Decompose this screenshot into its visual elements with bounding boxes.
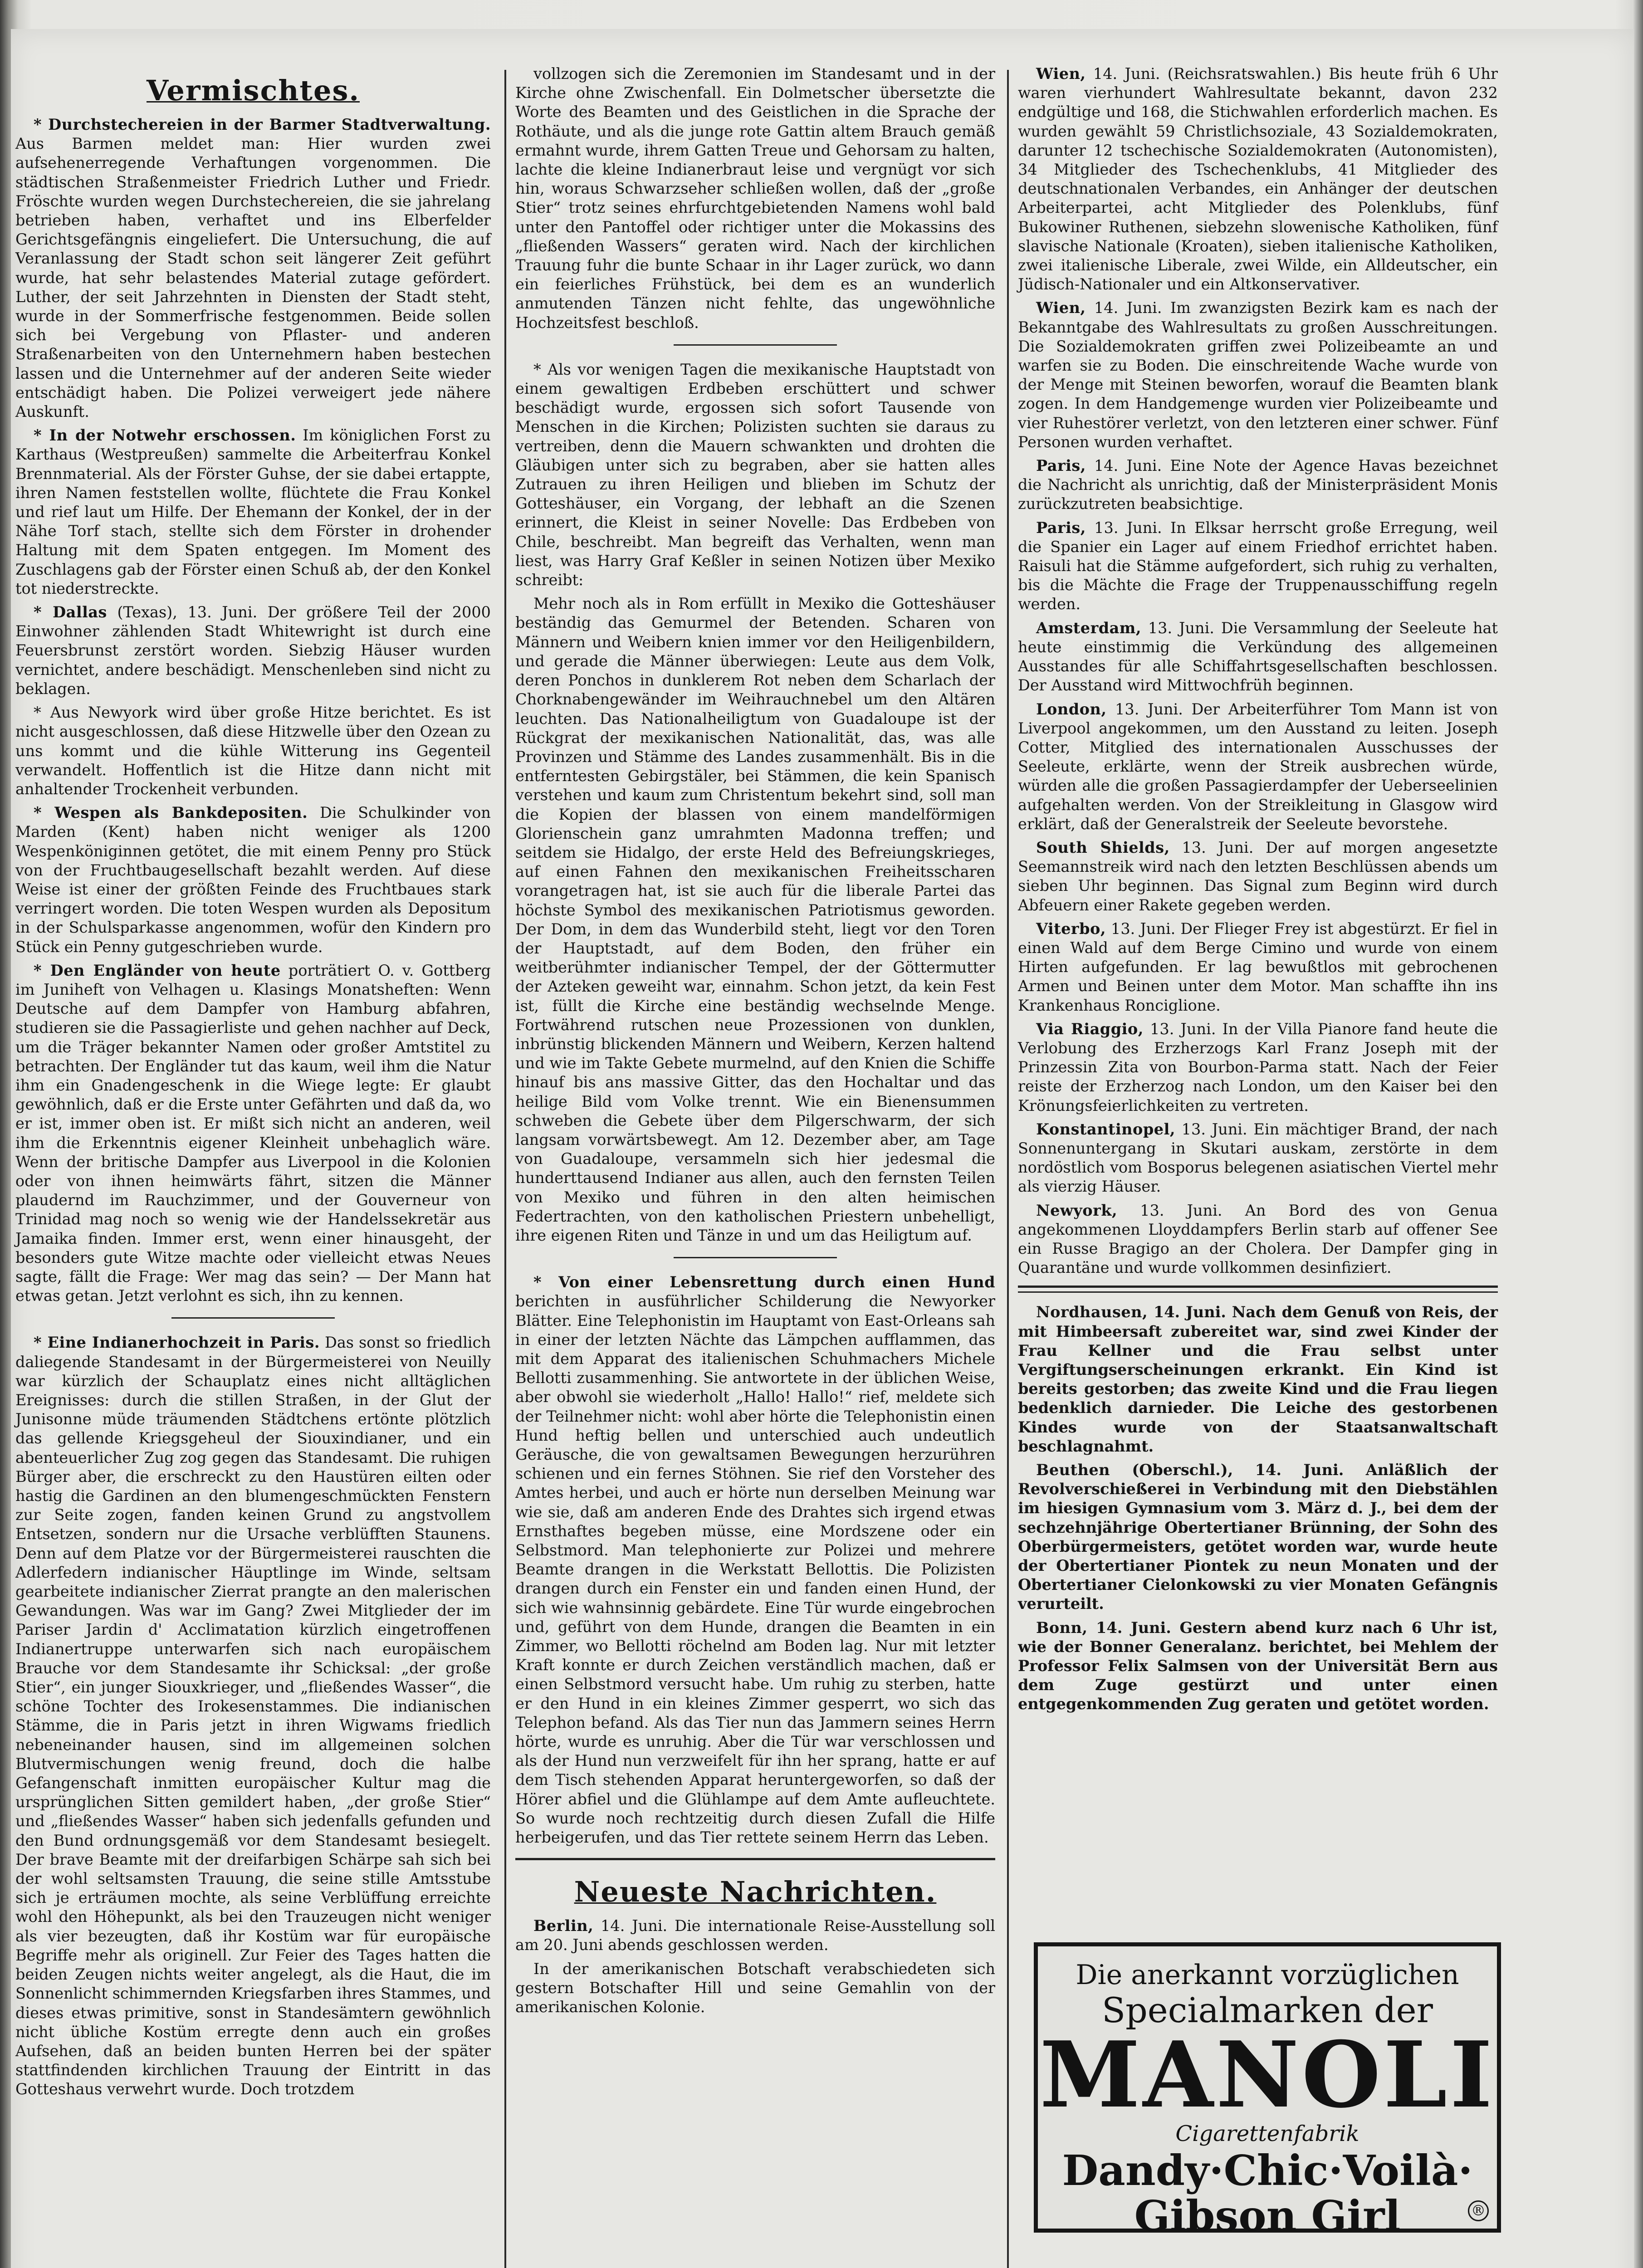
article-text: 14. Juni. (Reichsratswahlen.) Bis heute früh 6 Uhr waren vierhundert Wahlresultate bekannt, davon 232 endgültige und 168, die Stichwahlen erforderlich machen. Es wurden gewählt 59 Christlichsoziale, 43 Sozialdemokraten, darunter 12 tschechische Sozialdemokraten (Autonomisten), 34 Mitglieder des Tschechenklubs, 41 Mitglieder des deutschnationalen Verbandes, ein Anhänger der deutschen Arbeiterpartei, acht Mitglieder des Polenklubs, fünf Bukowiner Ruthenen, siebzehn slowenische Katholiken, fünf slavische Nationale (Kroaten), sieben italienische Katholiken, zwei italienische Liberale, zwei Wilde, ein Alldeutscher, ein Jüdisch-Nationaler und ein Altkonservativer. <box>1018 65 1498 293</box>
article-text: 14. Juni. Die internationale Reise-Ausstellung soll am 20. Juni abends geschlossen werden. <box>515 1917 995 1954</box>
article-paragraph <box>15 703 491 799</box>
article-text: 14. Juni. Im zwanzigsten Bezirk kam es nach der Bekanntgabe des Wahlresultats zu großen Ausschreitungen. Die Sozialdemokraten griffen zwei Polizeibeamte an und warfen sie zu Boden. Die einschreitende Wache wurde von der Menge mit Steinen beworfen, worauf die Beamten blank zogen. In dem Handgemenge wurden vier Polizeibeamte und vier Ruhestörer verletzt, von den letzteren einer schwer. Fünf Personen wurden verhaftet. <box>1018 299 1498 451</box>
article-paragraph <box>515 1960 995 2017</box>
newspaper-page <box>11 29 1634 2268</box>
article-text: 14. Juni. Nach dem Genuß von Reis, der mit Himbeersaft zubereitet war, sind zwei Kinder der Frau Kellner und die Frau selbst unter Vergiftungserscheinungen erkrankt. Ein Kind ist bereits gestorben; das zweite Kind und die Frau liegen bedenklich darnieder. Die Leiche des gestorbenen Kindes wurde von der Staatsanwaltschaft beschlagnahmt. <box>1018 1303 1498 1455</box>
article-text: 13. Juni. In der Villa Pianore fand heute die Verlobung des Erzherzogs Karl Franz Joseph mit der Prinzessin Zita von Bourbon-Parma statt. Nach der Feier reiste der Erzherzog nach London, um den Kaiser bei den Krönungsfeierlichkeiten zu vertreten. <box>1018 1020 1498 1114</box>
article-lead: * Den Engländer von heute <box>34 961 281 979</box>
article-paragraph <box>15 961 491 1306</box>
article-paragraph <box>1018 1201 1498 1278</box>
article-lead: Paris, <box>1036 457 1086 475</box>
manoli-advertisement <box>1034 1942 1501 2240</box>
article-paragraph <box>1018 1120 1498 1197</box>
article-paragraph <box>1018 518 1498 614</box>
article-paragraph <box>515 64 995 332</box>
article-text: 13. Juni. Der auf morgen angesetzte Seemannstreik wird nach den letzten Beschlüssen abends um sieben Uhr beginnen. Das Signal zum Beginn wird durch Abfeuern einer Rakete gegeben werden. <box>1018 838 1498 914</box>
article-paragraph <box>15 115 491 421</box>
article-paragraph <box>15 803 491 957</box>
article-lead: * In der Notwehr erschossen. <box>34 426 296 445</box>
article-paragraph <box>1018 1461 1498 1614</box>
article-paragraph <box>1018 1618 1498 1714</box>
ad-products-2: Gibson Girl <box>1134 2191 1401 2240</box>
article-paragraph <box>1018 1303 1498 1456</box>
article-lead: * Eine Indianerhochzeit in Paris. <box>34 1334 320 1352</box>
article-lead: Viterbo, <box>1036 919 1106 938</box>
article-paragraph <box>15 426 491 598</box>
article-paragraph <box>1018 700 1498 834</box>
article-paragraph <box>515 1916 995 1955</box>
column-2 <box>515 64 995 2021</box>
article-text: 13. Juni. Der Arbeiterführer Tom Mann ist von Liverpool angekommen, um den Ausstand zu leiten. Joseph Cotter, Mitglied des internationalen Ausschusses der Seeleute, erklärte, wenn der Streik ausbrechen würde, würden alle die großen Passagierdampfer der Ueberseelinien aufgehalten werden. Von der Streikleitung in Glasgow wird erklärt, daß der Generalstreik der Seeleute bevorstehe. <box>1018 700 1498 833</box>
article-paragraph <box>1018 838 1498 915</box>
column-rule-2 <box>1007 70 1009 2268</box>
article-text: Die Schulkinder von Marden (Kent) haben nicht weniger als 1200 Wespenköniginnen getötet, die mit einem Penny pro Stück von der Fruchtbaugesellschaft bezahlt werden. Auf diese Weise ist einer der größten Feinde des Fruchtbaues stark verringert worden. Die toten Wespen wurden als Depositum in der Schulsparkasse angenommen, wofür den Kindern pro Stück ein Penny gutgeschrieben wurde. <box>15 804 491 956</box>
article-paragraph <box>15 603 491 699</box>
news-section-rule <box>515 1858 995 1860</box>
ad-subtitle: Cigarettenfabrik <box>1175 2121 1359 2146</box>
section-heading-neueste-nachrichten: Neueste Nachrichten. <box>574 1875 937 1909</box>
article-text: In der amerikanischen Botschaft verabschiedeten sich gestern Botschafter Hill und seine Gemahlin von der amerikanischen Kolonie. <box>515 1960 995 2016</box>
article-text: 13. Juni. In Elksar herrscht große Erregung, weil die Spanier ein Lager auf einem Friedhof errichtet haben. Raisuli hat die Stämme aufgefordert, sich ruhig zu verhalten, bis die Mächte die Frage der Truppenausschiffung regeln werden. <box>1018 518 1498 613</box>
article-paragraph <box>1018 64 1498 294</box>
article-text: Aus Barmen meldet man: Hier wurden zwei aufsehenerregende Verhaftungen vorgenommen. Die städtischen Straßenmeister Friedrich Luther und Friedr. Fröschte wurden wegen Durchstechereien, die sie jahrelang betrieben haben, verhaftet und ins Elberfelder Gerichtsgefängnis eingeliefert. Die Untersuchung, die auf Veranlassung der Stadt schon seit längerer Zeit geführt wurde, hat sehr belastendes Material zutage gefördert. Luther, der seit Jahrzehnten in Diensten der Stadt steht, wurde in der Sommerfrische festgenommen. Beide sollen sich bei Vergebung von Pflaster- und anderen Straßenarbeiten von den Unternehmern haben bestechen lassen und die Unternehmer auf der anderen Seite wieder entschädigt haben. Die Polizei verweigert jede nähere Auskunft. <box>15 135 491 421</box>
article-lead: Newyork, <box>1036 1201 1118 1219</box>
article-text: 13. Juni. An Bord des von Genua angekommenen Lloyddampfers Berlin starb auf offener See ein Russe Bragigo an der Cholera. Der Dampfer ging in Quarantäne und wurde vollkommen desinfiziert. <box>1018 1201 1498 1277</box>
article-lead: Wien, <box>1036 65 1086 83</box>
article-lead: * Von einer Lebensrettung durch einen Hund <box>533 1273 995 1291</box>
article-lead: Nordhausen, <box>1036 1303 1148 1321</box>
article-paragraph <box>1018 919 1498 1015</box>
article-text: 13. Juni. Die Versammlung der Seeleute hat heute einstimmig die Verkündung des allgemeinen Ausstandes für alle Schiffahrtsgesellschaften beschlossen. Der Ausstand wird Mittwochfrüh beginnen. <box>1018 619 1498 694</box>
article-text: Das sonst so friedlich daliegende Standesamt in der Bürgermeisterei von Neuilly war kürzlich der Schauplatz eines nicht alltäglichen Ereignisses: durch die stillen Straßen, in der Glut der Junisonne müde träumenden Städtchens ertönte plötzlich das gellende Kriegsgeheul der Siouxindianer, und ein abenteuerlicher Zug zog gegen das Standesamt. Die ruhigen Bürger aber, die erschreckt zu den Haustüren eilten oder hastig die Gardinen an den blumengeschmückten Fenstern zur Seite zogen, fanden keinen Grund zu angstvollem Entsetzen, sondern nur die Ursache verblüfften Staunens. Denn auf dem Platze vor der Bürgermeisterei rauschten die Adlerfedern indianischer Häuptlinge im Winde, seltsam gearbeitete indianischer Zierrat prangte an den malerischen Gewandungen. Was war im Gang? Zwei Mitglieder der im Pariser Jardin d' Acclimatation kürzlich eingetroffenen Indianertruppe unterwarfen sich nach europäischem Brauche vor dem Standesamte ihr Schicksal: „der große Stier“, ein junger Siouxkrieger, und „fließendes Wasser“, die schöne Tochter des Irokesenstammes. Die indianischen Stämme, die in Paris jetzt in ihren Wigwams friedlich nebeneinander hausen, sind im allgemeinen solchen Blutvermischungen wenig freund, doch die halbe Gefangenschaft inmitten europäischer Kultur mag die ursprünglichen Sitten gemildert haben, „der große Stier“ und „fließendes Wasser“ haben sich jedenfalls gefunden und den Bund ordnungsgemäß vor dem Standesamt besiegelt. Der brave Beamte mit der dreifarbigen Schärpe sah sich bei der wohl seltsamsten Trauung, die seine stille Amtsstube sich je erträumen mochte, als seine Verblüffung erreichte wohl den Höhepunkt, als bei den Trauzeugen nicht weniger als vier bezeugten, daß ihr Kostüm war für europäische Begriffe mehr als originell. Zur Feier des Tages hatten die beiden Zeugen nichts weiter angelegt, als die Haut, die im Sonnenlicht schimmernden Kriegsfarben ihres Stammes, und dieses etwas primitive, sonst in Standesämtern gewöhnlich nicht übliche Kostüm erregte denn auch ein großes Aufsehen, daß an beiden bunten Herren bei der später stattfindenden kirchlichen Trauung der Eintritt in das Gotteshaus verwehrt wurde. Doch trotzdem <box>15 1334 491 2098</box>
article-text: (Texas), 13. Juni. Der größere Teil der 2000 Einwohner zählenden Stadt Whitewright ist durch eine Feuersbrunst zerstört worden. Siebzig Häuser wurden vernichtet, andere beschädigt. Menschenleben sind nicht zu beklagen. <box>15 603 491 698</box>
article-separator <box>674 344 837 346</box>
ad-line-1: Die anerkannt vorzüglichen <box>1076 1959 1459 1991</box>
column-rule-1 <box>504 70 506 2268</box>
article-separator <box>171 1317 335 1319</box>
article-lead: Berlin, <box>533 1917 594 1935</box>
article-paragraph <box>515 594 995 1245</box>
section-heading-vermischtes: Vermischtes. <box>147 74 360 107</box>
article-paragraph <box>1018 456 1498 514</box>
ad-line-2: Specialmarken der <box>1102 1990 1433 2030</box>
article-lead: * Dallas <box>34 603 107 621</box>
local-news-body <box>1018 1303 1498 1714</box>
article-lead: South Shields, <box>1036 838 1170 856</box>
article-text: berichten in ausführlicher Schilderung die Newyorker Blätter. Eine Telephonistin im Hauptamt von East-Orleans sah in einer der letzten Nächte das Lämpchen aufflammen, das mit dem Apparat des italienischen Schuhmachers Michele Bellotti zusammenhing. Sie antwortete in der üblichen Weise, aber obwohl sie wiederholt „Hallo! Hallo!“ rief, meldete sich der Teilnehmer nicht: wohl aber hörte die Telephonistin einen Hund heftig bellen und unterschied auch undeutlich Geräusche, die von gewaltsamen Bewegungen herzurühren schienen und ein fernes Stöhnen. Sie rief den Vorsteher des Amtes herbei, und auch er hörte nun derselben Meinung war wie sie, daß am anderen Ende des Drahtes sich irgend etwas Ernsthaftes begeben müsse, eine Mordszene oder ein Selbstmord. Man telephonierte zur Polizei und mehrere Beamte drangen in die Werkstatt Bellottis. Die Polizisten drangen durch ein Fenster ein und fanden einen Hund, der sich wie wahnsinnig gebärdete. Eine Tür wurde eingebrochen und, geführt von dem Hunde, drangen die Beamten in ein Zimmer, wo Bellotti röchelnd am Boden lag. Nur mit letzter Kraft konnte er durch Zeichen verständlich machen, daß er einen Selbstmord versucht habe. Um ruhig zu sterben, hatte er den Hund in ein kleines Zimmer gesperrt, wo sich das Telephon befand. Als das Tier nun das Jammern seines Herrn hörte, wurde es unruhig. Aber die Tür war verschlossen und als der Hund nun verzweifelt für ihn her sprang, hatte er auf dem Tisch stehenden Apparat heruntergeworfen, so daß der Hörer abfiel und die Glühlampe auf dem Amte aufleuchtete. So wurde noch rechtzeitig durch diesen Zufall die Hilfe herbeigerufen, und das Tier rettete seinem Herrn das Leben. <box>515 1292 995 1847</box>
article-lead: Amsterdam, <box>1036 619 1141 637</box>
article-text: 13. Juni. Ein mächtiger Brand, der nach Sonnenuntergang in Skutari auskam, zerstörte in dem nordöstlich vom Bosporus belegenen asiatischen Viertel mehr als vierzig Häuser. <box>1018 1120 1498 1196</box>
column-2-body <box>515 64 995 1847</box>
ad-products-1: Dandy·Chic·Voilà· <box>1062 2146 1473 2195</box>
article-paragraph <box>515 360 995 590</box>
article-lead: Konstantinopel, <box>1036 1120 1176 1138</box>
article-lead: * Wespen als Bankdepositen. <box>34 804 308 822</box>
article-text: * Aus Newyork wird über große Hitze berichtet. Es ist nicht ausgeschlossen, daß diese Hitzwelle über den Ozean zu uns kommt und die kühle Witterung ins Gegenteil verwandelt. Hoffentlich ist die Hitze dann nicht mit anhaltender Trockenheit verbunden. <box>15 704 491 798</box>
article-separator <box>674 1257 837 1258</box>
article-lead: Via Riaggio, <box>1036 1020 1144 1038</box>
article-lead: Beuthen <box>1036 1461 1110 1479</box>
article-lead: London, <box>1036 700 1107 718</box>
article-text: 14. Juni. Eine Note der Agence Havas bezeichnet die Nachricht als unrichtig, daß der Ministerpräsident Monis zurückzutreten beabsichtige. <box>1018 457 1498 513</box>
news-body <box>515 1916 995 2017</box>
article-paragraph <box>1018 298 1498 452</box>
article-text: 13. Juni. Der Flieger Frey ist abgestürzt. Er fiel in einen Wald auf dem Berge Cimino und wurde von einem Hirten aufgefunden. Er lag bewußtlos mit gebrochenen Armen und Beinen unter dem Motor. Man schaffte ihn ins Krankenhaus Ronciglione. <box>1018 919 1498 1014</box>
article-paragraph <box>1018 1020 1498 1115</box>
article-lead: Bonn, <box>1036 1618 1088 1637</box>
article-paragraph <box>515 1273 995 1847</box>
article-lead: * Durchstechereien in der Barmer Stadtverwaltung. <box>34 116 491 133</box>
article-text: vollzogen sich die Zeremonien im Standesamt und in der Kirche ohne Zwischenfall. Ein Dolmetscher übersetzte die Worte des Beamten und des Geistlichen in die Sprache der Rothäute, und als die junge rote Gattin altem Brauch gemäß ermahnt wurde, ihrem Gatten Treue und Gehorsam zu halten, lachte die kleine Indianerbraut leise und vergnügt vor sich hin, woraus Schwarzseher schließen wollen, daß der „große Stier“ trotz seines ehrfurchtgebietenden Namens wohl bald unter den Pantoffel oder richtiger unter die Mokassins des „fließenden Wassers“ geraten wird. Nach der kirchlichen Trauung fuhr die bunte Schaar in ihr Lager zurück, wo dann ein feierliches Frühstück, bei dem es an wunderlich anmutenden Tänzen nicht fehlte, das ungewöhnliche Hochzeitsfest beschloß. <box>515 65 995 332</box>
column-1 <box>15 73 491 2104</box>
column-3 <box>1018 64 1498 1719</box>
article-text: * Als vor wenigen Tagen die mexikanische Hauptstadt von einem gewaltigen Erdbeben erschüttert und schwer beschädigt wurde, ergossen sich sofort Tausende von Menschen in die Kirchen; Polizisten suchten sie daraus zu vertreiben, denn die Mauern schwankten und drohten die Gläubigen unter sich zu begraben, aber sie hatten alles Zutrauen zu ihren Heiligen und blieben im Schutz der Gotteshäuser, ein Vorgang, der lebhaft an die Szenen erinnert, die Kleist in seiner Novelle: Das Erdbeben von Chile, beschreibt. Man begreift das Verhalten, wenn man liest, was Harry Graf Keßler in seinen Notizen über Mexiko schreibt: <box>515 360 995 589</box>
article-lead: Wien, <box>1036 299 1086 317</box>
registered-mark-icon: ® <box>1468 2200 1489 2221</box>
article-lead: Paris, <box>1036 518 1086 537</box>
article-paragraph <box>1018 619 1498 695</box>
article-text: 14. Juni. Gestern abend kurz nach 6 Uhr ist, wie der Bonner Generalanz. berichtet, bei Mehlem der Professor Felix Salmsen von der Universität Bern aus dem Zuge gestürzt und unter einen entgegenkommenden Zug geraten und getötet worden. <box>1018 1618 1498 1713</box>
local-news-rule <box>1018 1286 1498 1293</box>
ad-brand: MANOLI <box>1040 2022 1495 2128</box>
article-text: porträtiert O. v. Gottberg im Juniheft von Velhagen u. Klasings Monatsheften: Wenn Deutsche auf dem Dampfer von Hamburg abfahren, studieren sie die Passagierliste und gehen nachher auf Deck, um die Träger bekannter Namen oder großer Amtstitel zu betrachten. Der Engländer tut das kaum, weil ihm die Natur ihm ein Gnadengeschenk in die Wiege legte: Er glaubt gewöhnlich, daß er die Erste unter Gefährten und daß da, wo er ist, immer oben ist. Er mißt sich nicht an anderen, weil ihm die Erkenntnis eigener Kleinheit unbehaglich wäre. Wenn der britische Dampfer aus Liverpool in die Kolonien oder von ihnen heimwärts fährt, sitzen die Männer plaudernd im Rauchzimmer, und der Gouverneur von Trinidad mag noch so wenig wie der Handelssekretär aus Jamaika finden. Immer erst, wenn einer hinausgeht, der besonders gute Witze machte oder vielleicht etwas Neues sagte, fällt die Frage: Wer mag das sein? — Der Mann hat etwas getan. Jetzt verlohnt es sich, ihn zu kennen. <box>15 961 491 1305</box>
article-text: Mehr noch als in Rom erfüllt in Mexiko die Gotteshäuser beständig das Gemurmel der Betenden. Scharen von Männern und Weibern knien immer vor den Heiligenbildern, und gerade die Männer überwiegen: Leute aus dem Volk, deren Ponchos in dunklerem Rot neben dem Scharlach der Chorknabengewänder im Weihrauchnebel um den Altären leuchten. Das Nationalheiligtum von Guadaloupe ist der Rückgrat der mexikanischen Nationalität, das, was alle Provinzen und Stämme des Landes zusammenhält. Bis in die entferntesten Gebirgstäler, bei Stämmen, die kein Spanisch verstehen und kaum zum Christentum bekehrt sind, soll man die Kopien der blassen von einem mandelförmigen Glorienschein ganz umrahmten Madonna treffen; und seitdem sie Hidalgo, der erste Held des Befreiungskrieges, auf einen Fahnen den mexikanischen Freiheitsscharen vorangetragen hat, ist sie auch für die liberale Partei das höchste Symbol des mexikanischen Patriotismus geworden. Der Dom, in dem das Wunderbild steht, liegt vor den Toren der Hauptstadt, auf dem Boden, den früher ein weitberühmter indianischer Tempel, der der Göttermutter der Azteken geweiht war, einnahm. Schon jetzt, da kein Fest ist, füllt die Kirche eine beständig wechselnde Menge. Fortwährend rutschen neue Prozessionen von dunklen, inbrünstig blickenden Männern und Weibern, Kerzen haltend und wie im Takte Gebete murmelnd, auf den Knien die Schiffe hinauf bis ans massive Gitter, das den Hochaltar und das heilige Bild vom Volke trennt. Wie ein Bienensummen schweben die Gebete über dem Pilgerschwarm, der sich langsam vorwärtsbewegt. Am 12. Dezember aber, am Tage von Guadaloupe, versammeln sich hier jedesmal die hunderttausend Indianer aus allen, auch den fernsten Teilen von Mexiko und führen in den alten heimischen Federtrachten, von den katholischen Priestern unbehelligt, ihre eigenen Riten und Tänze in und um das Heiligtum auf. <box>515 595 995 1244</box>
article-text: (Oberschl.), 14. Juni. Anläßlich der Revolverschießerei in Verbindung mit den Diebstählen im hiesigen Gymnasium vom 3. März d. J., bei dem der sechzehnjährige Obertertianer Brünning, der Sohn des Oberbürgermeisters, getötet worden war, wurde heute der Obertertianer Piontek zu neun Monaten und der Obertertianer Cielonkowski zu vier Monaten Gefängnis verurteilt. <box>1018 1461 1498 1613</box>
column-3-body <box>1018 64 1498 1277</box>
article-paragraph <box>15 1333 491 2099</box>
column-1-body <box>15 115 491 2099</box>
article-text: Im königlichen Forst zu Karthaus (Westpreußen) sammelte die Arbeiterfrau Konkel Brennmaterial. Als der Förster Guhse, der sie dabei ertappte, ihren Namen feststellen wollte, flüchtete die Frau Konkel und rief laut um Hilfe. Der Ehemann der Konkel, der in der Nähe Torf stach, stellte sich dem Förster in drohender Haltung mit dem Spaten entgegen. Im Moment des Zuschlagens gab der Förster einen Schuß ab, der den Konkel tot niederstreckte. <box>15 426 491 597</box>
